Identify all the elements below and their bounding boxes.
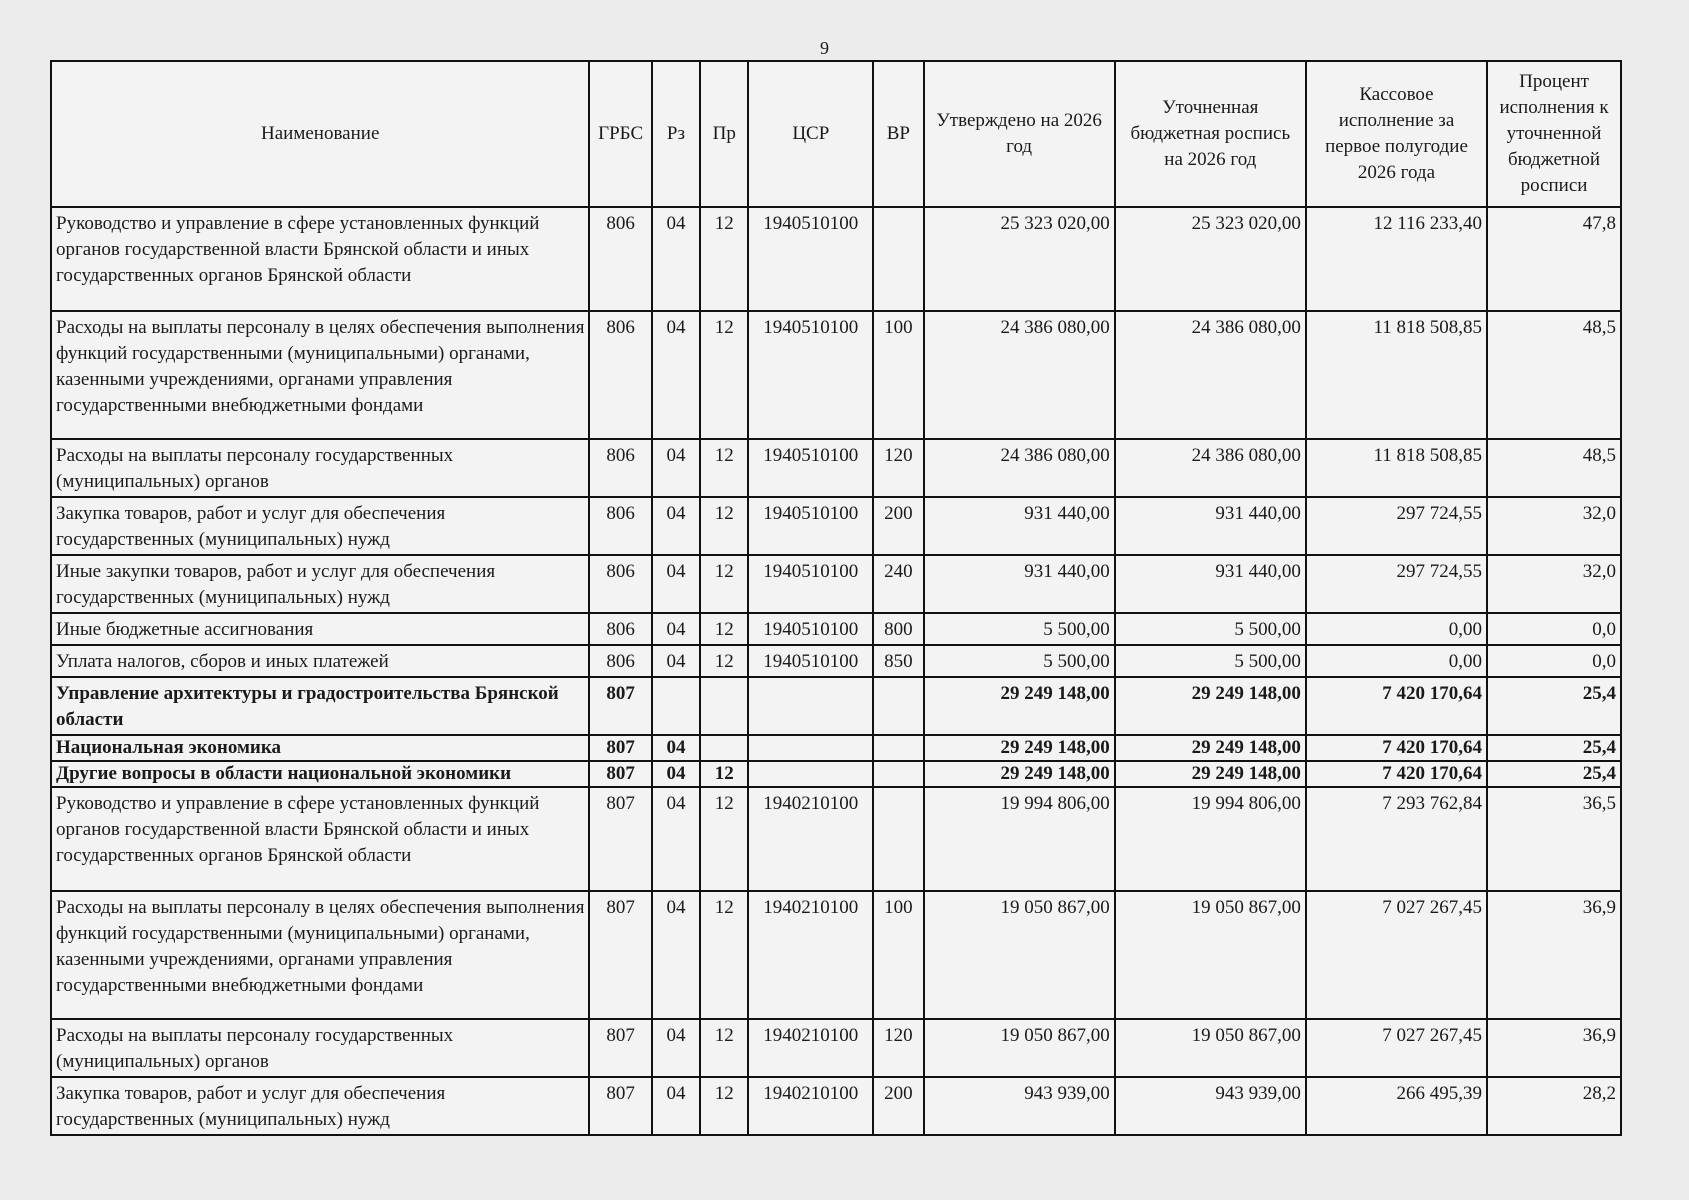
row-rz-cell: 04 — [652, 311, 700, 439]
row-executed-cell: 0,00 — [1306, 645, 1487, 677]
row-percent-cell: 28,2 — [1487, 1077, 1621, 1135]
row-percent-cell: 36,5 — [1487, 787, 1621, 891]
row-csr-cell: 1940210100 — [748, 1019, 873, 1077]
row-name-cell: Расходы на выплаты персоналу государственных (муниципальных) органов — [51, 1019, 589, 1077]
row-vr-cell — [873, 761, 923, 787]
row-csr-cell: 1940510100 — [748, 207, 873, 311]
row-name-cell: Другие вопросы в области национальной экономики — [51, 761, 589, 787]
table-row — [51, 439, 1621, 497]
row-grbs-cell: 806 — [589, 439, 651, 497]
row-approved-cell: 24 386 080,00 — [924, 311, 1115, 439]
row-csr-cell: 1940210100 — [748, 891, 873, 1019]
row-percent-cell: 36,9 — [1487, 891, 1621, 1019]
table-row — [51, 761, 1621, 787]
row-name-cell: Руководство и управление в сфере установленных функций органов государственной власти Брянской области и иных государственных органов Брянской области — [51, 787, 589, 891]
row-name-cell: Управление архитектуры и градостроительства Брянской области — [51, 677, 589, 735]
row-percent-cell: 32,0 — [1487, 497, 1621, 555]
row-vr-cell — [873, 787, 923, 891]
row-csr-cell: 1940510100 — [748, 439, 873, 497]
row-rz-cell: 04 — [652, 1077, 700, 1135]
budget-execution-table — [50, 60, 1622, 1136]
row-refined-cell: 29 249 148,00 — [1115, 677, 1306, 735]
row-approved-cell: 5 500,00 — [924, 613, 1115, 645]
row-rz-cell: 04 — [652, 497, 700, 555]
row-refined-cell: 25 323 020,00 — [1115, 207, 1306, 311]
row-vr-cell: 200 — [873, 1077, 923, 1135]
row-grbs-cell: 807 — [589, 677, 651, 735]
row-name-cell: Закупка товаров, работ и услуг для обеспечения государственных (муниципальных) нужд — [51, 1077, 589, 1135]
header-csr: ЦСР — [748, 61, 873, 207]
row-vr-cell: 200 — [873, 497, 923, 555]
row-vr-cell: 800 — [873, 613, 923, 645]
row-percent-cell: 48,5 — [1487, 311, 1621, 439]
row-approved-cell: 29 249 148,00 — [924, 735, 1115, 761]
row-refined-cell: 5 500,00 — [1115, 613, 1306, 645]
table-row — [51, 1077, 1621, 1135]
row-grbs-cell: 807 — [589, 891, 651, 1019]
row-percent-cell: 47,8 — [1487, 207, 1621, 311]
row-csr-cell: 1940210100 — [748, 1077, 873, 1135]
row-percent-cell: 25,4 — [1487, 735, 1621, 761]
row-pr-cell: 12 — [700, 497, 748, 555]
row-csr-cell: 1940210100 — [748, 787, 873, 891]
row-vr-cell: 100 — [873, 311, 923, 439]
row-vr-cell: 120 — [873, 1019, 923, 1077]
row-refined-cell: 931 440,00 — [1115, 555, 1306, 613]
row-rz-cell: 04 — [652, 439, 700, 497]
header-pr: Пр — [700, 61, 748, 207]
row-approved-cell: 931 440,00 — [924, 497, 1115, 555]
row-name-cell: Расходы на выплаты персоналу в целях обеспечения выполнения функций государственными (муниципальными) органами, казенными учреждениями, органами управления государственными внебюджетными фондами — [51, 891, 589, 1019]
row-approved-cell: 943 939,00 — [924, 1077, 1115, 1135]
row-rz-cell: 04 — [652, 1019, 700, 1077]
row-name-cell: Уплата налогов, сборов и иных платежей — [51, 645, 589, 677]
row-percent-cell: 0,0 — [1487, 613, 1621, 645]
row-csr-cell — [748, 761, 873, 787]
row-vr-cell — [873, 677, 923, 735]
row-grbs-cell: 806 — [589, 645, 651, 677]
row-pr-cell: 12 — [700, 555, 748, 613]
header-name: Наименование — [51, 61, 589, 207]
row-name-cell: Иные бюджетные ассигнования — [51, 613, 589, 645]
row-executed-cell: 12 116 233,40 — [1306, 207, 1487, 311]
page-number: 9 — [820, 38, 829, 58]
row-executed-cell: 11 818 508,85 — [1306, 311, 1487, 439]
row-grbs-cell: 807 — [589, 787, 651, 891]
row-executed-cell: 297 724,55 — [1306, 555, 1487, 613]
row-grbs-cell: 806 — [589, 613, 651, 645]
row-percent-cell: 25,4 — [1487, 677, 1621, 735]
table-row — [51, 311, 1621, 439]
row-executed-cell: 297 724,55 — [1306, 497, 1487, 555]
header-rz: Рз — [652, 61, 700, 207]
row-csr-cell — [748, 677, 873, 735]
row-approved-cell: 19 050 867,00 — [924, 1019, 1115, 1077]
row-percent-cell: 25,4 — [1487, 761, 1621, 787]
row-approved-cell: 5 500,00 — [924, 645, 1115, 677]
row-executed-cell: 7 420 170,64 — [1306, 677, 1487, 735]
row-rz-cell: 04 — [652, 787, 700, 891]
table-row — [51, 207, 1621, 311]
row-vr-cell: 240 — [873, 555, 923, 613]
row-executed-cell: 7 420 170,64 — [1306, 735, 1487, 761]
row-grbs-cell: 806 — [589, 311, 651, 439]
table-row — [51, 787, 1621, 891]
row-grbs-cell: 807 — [589, 761, 651, 787]
row-csr-cell: 1940510100 — [748, 645, 873, 677]
row-grbs-cell: 806 — [589, 555, 651, 613]
table-row — [51, 555, 1621, 613]
row-rz-cell: 04 — [652, 613, 700, 645]
row-rz-cell: 04 — [652, 645, 700, 677]
row-pr-cell — [700, 677, 748, 735]
row-refined-cell: 19 994 806,00 — [1115, 787, 1306, 891]
row-percent-cell: 36,9 — [1487, 1019, 1621, 1077]
row-refined-cell: 29 249 148,00 — [1115, 761, 1306, 787]
row-refined-cell: 19 050 867,00 — [1115, 891, 1306, 1019]
row-refined-cell: 19 050 867,00 — [1115, 1019, 1306, 1077]
row-rz-cell: 04 — [652, 735, 700, 761]
row-name-cell: Иные закупки товаров, работ и услуг для обеспечения государственных (муниципальных) нужд — [51, 555, 589, 613]
row-name-cell: Закупка товаров, работ и услуг для обеспечения государственных (муниципальных) нужд — [51, 497, 589, 555]
table-row — [51, 677, 1621, 735]
row-approved-cell: 24 386 080,00 — [924, 439, 1115, 497]
table-row — [51, 735, 1621, 761]
row-rz-cell: 04 — [652, 555, 700, 613]
header-executed: Кассовое исполнение за первое полугодие 2026 года — [1306, 61, 1487, 207]
row-rz-cell — [652, 677, 700, 735]
row-pr-cell: 12 — [700, 1077, 748, 1135]
row-refined-cell: 943 939,00 — [1115, 1077, 1306, 1135]
row-grbs-cell: 807 — [589, 1019, 651, 1077]
row-rz-cell: 04 — [652, 761, 700, 787]
row-name-cell: Руководство и управление в сфере установленных функций органов государственной власти Брянской области и иных государственных органов Брянской области — [51, 207, 589, 311]
row-grbs-cell: 807 — [589, 1077, 651, 1135]
table-header-row — [51, 61, 1621, 207]
row-vr-cell: 850 — [873, 645, 923, 677]
row-percent-cell: 0,0 — [1487, 645, 1621, 677]
row-executed-cell: 11 818 508,85 — [1306, 439, 1487, 497]
table-row — [51, 891, 1621, 1019]
row-refined-cell: 24 386 080,00 — [1115, 311, 1306, 439]
row-approved-cell: 29 249 148,00 — [924, 761, 1115, 787]
row-refined-cell: 931 440,00 — [1115, 497, 1306, 555]
row-pr-cell: 12 — [700, 1019, 748, 1077]
row-vr-cell — [873, 207, 923, 311]
row-executed-cell: 0,00 — [1306, 613, 1487, 645]
row-grbs-cell: 806 — [589, 497, 651, 555]
row-vr-cell: 100 — [873, 891, 923, 1019]
row-grbs-cell: 807 — [589, 735, 651, 761]
row-name-cell: Расходы на выплаты персоналу в целях обеспечения выполнения функций государственными (муниципальными) органами, казенными учреждениями, органами управления государственными внебюджетными фондами — [51, 311, 589, 439]
row-executed-cell: 266 495,39 — [1306, 1077, 1487, 1135]
header-approved: Утверждено на 2026 год — [924, 61, 1115, 207]
table-row — [51, 645, 1621, 677]
row-approved-cell: 931 440,00 — [924, 555, 1115, 613]
row-pr-cell: 12 — [700, 439, 748, 497]
table-row — [51, 497, 1621, 555]
row-vr-cell: 120 — [873, 439, 923, 497]
row-executed-cell: 7 293 762,84 — [1306, 787, 1487, 891]
row-pr-cell: 12 — [700, 613, 748, 645]
row-pr-cell: 12 — [700, 311, 748, 439]
row-refined-cell: 29 249 148,00 — [1115, 735, 1306, 761]
row-vr-cell — [873, 735, 923, 761]
row-pr-cell: 12 — [700, 761, 748, 787]
header-refined: Уточненная бюджетная роспись на 2026 год — [1115, 61, 1306, 207]
row-pr-cell: 12 — [700, 645, 748, 677]
table-body — [51, 207, 1621, 1135]
row-approved-cell: 29 249 148,00 — [924, 677, 1115, 735]
row-pr-cell: 12 — [700, 787, 748, 891]
row-csr-cell: 1940510100 — [748, 613, 873, 645]
row-percent-cell: 32,0 — [1487, 555, 1621, 613]
row-csr-cell: 1940510100 — [748, 555, 873, 613]
row-pr-cell: 12 — [700, 207, 748, 311]
row-rz-cell: 04 — [652, 891, 700, 1019]
row-grbs-cell: 806 — [589, 207, 651, 311]
row-csr-cell: 1940510100 — [748, 497, 873, 555]
row-executed-cell: 7 027 267,45 — [1306, 891, 1487, 1019]
table-row — [51, 613, 1621, 645]
row-pr-cell: 12 — [700, 891, 748, 1019]
row-name-cell: Расходы на выплаты персоналу государственных (муниципальных) органов — [51, 439, 589, 497]
row-approved-cell: 19 994 806,00 — [924, 787, 1115, 891]
table-row — [51, 1019, 1621, 1077]
row-csr-cell — [748, 735, 873, 761]
header-grbs: ГРБС — [589, 61, 651, 207]
header-vr: ВР — [873, 61, 923, 207]
row-refined-cell: 5 500,00 — [1115, 645, 1306, 677]
row-rz-cell: 04 — [652, 207, 700, 311]
row-percent-cell: 48,5 — [1487, 439, 1621, 497]
row-name-cell: Национальная экономика — [51, 735, 589, 761]
row-pr-cell — [700, 735, 748, 761]
row-approved-cell: 19 050 867,00 — [924, 891, 1115, 1019]
row-executed-cell: 7 420 170,64 — [1306, 761, 1487, 787]
header-percent: Процент исполнения к уточненной бюджетной росписи — [1487, 61, 1621, 207]
row-csr-cell: 1940510100 — [748, 311, 873, 439]
row-approved-cell: 25 323 020,00 — [924, 207, 1115, 311]
row-executed-cell: 7 027 267,45 — [1306, 1019, 1487, 1077]
row-refined-cell: 24 386 080,00 — [1115, 439, 1306, 497]
